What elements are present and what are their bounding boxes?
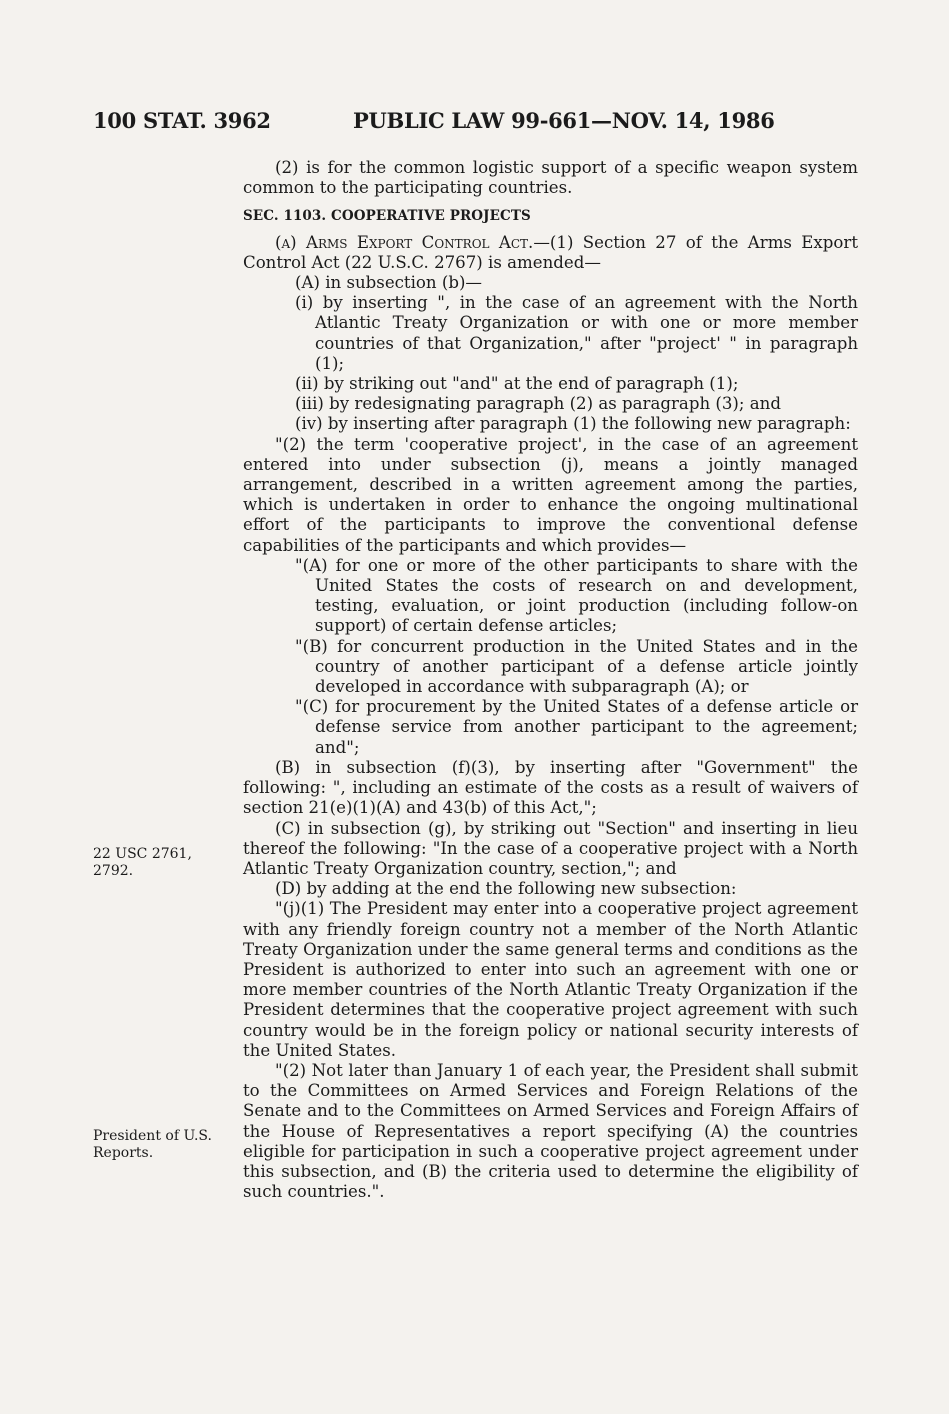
paragraph-2-logistic-support: (2) is for the common logistic support of a specific weapon system common to the participating countries. — [243, 158, 858, 198]
amendment-d: (D) by adding at the end the following new subsection: — [275, 879, 737, 899]
margin-note-president-reports: President of U.S. Reports. — [93, 1128, 212, 1161]
margin-note-usc: 22 USC 2761, 2792. — [93, 846, 192, 879]
new-subsection-j2: "(2) Not later than January 1 of each year, the President shall submit to the Committees on Armed Services and Foreign Relations of the Senate and to the Committees on Armed Services and Foreign Affairs of the House of Representatives a report specifying (A) the countries eligible for participation in such a cooperative project agreement under this subsection, and (B) the criteria used to determine the eligibility of such countries.". — [243, 1060, 858, 1202]
amendment-b: (B) in subsection (f)(3), by inserting after "Government" the following: ", including an estimate of the costs as a result of waivers of section 21(e)(1)(A) and 43(b) of this Act,"; — [243, 757, 858, 818]
definition-cooperative-project: "(2) the term 'cooperative project', in the case of an agreement entered into under subsection (j), means a jointly managed arrangement, described in a written agreement among the parties, which is undertaken in order to enhance the ongoing multinational effort of the participants to improve the conventional defense capabilities of the participants and which provides— — [243, 434, 858, 555]
clause-i: (i) by inserting ", in the case of an agreement with the North Atlantic Treaty Organization or with one or more member countries of that Organization," after "project' " in paragraph (1); — [295, 293, 858, 373]
clause-iv: (iv) by inserting after paragraph (1) the following new paragraph: — [295, 414, 851, 434]
statute-page-number: 100 STAT. 3962 — [93, 108, 271, 133]
section-heading: SEC. 1103. COOPERATIVE PROJECTS — [243, 208, 531, 225]
provision-c: "(C) for procurement by the United States of a defense article or defense service from another participant to the agreement; and"; — [295, 697, 858, 757]
law-text-body — [243, 158, 858, 1202]
clause-ii: (ii) by striking out "and" at the end of paragraph (1); — [295, 374, 739, 394]
subsection-a — [243, 233, 858, 273]
clause-a-subsection-b: (A) in subsection (b)— — [295, 273, 483, 293]
provision-b: "(B) for concurrent production in the United States and in the country of another participant of a defense article jointly developed in accordance with subparagraph (A); or — [295, 636, 858, 697]
amendment-c: (C) in subsection (g), by striking out "Section" and inserting in lieu thereof the following: "In the case of a cooperative project with a North Atlantic Treaty Organization country, section,"; and — [243, 818, 858, 878]
page-header — [93, 108, 873, 138]
provision-a: "(A) for one or more of the other participants to share with the United States the costs of research on and development, testing, evaluation, or joint production (including follow-on support) of certain defense articles; — [295, 555, 858, 636]
public-law-title: PUBLIC LAW 99-661—NOV. 14, 1986 — [353, 108, 775, 133]
clause-iii: (iii) by redesignating paragraph (2) as paragraph (3); and — [295, 394, 781, 414]
subsection-a-text: —(1) Section 27 of the Arms Export Control Act (22 U.S.C. 2767) is amended— — [243, 232, 858, 272]
new-subsection-j1: "(j)(1) The President may enter into a cooperative project agreement with any friendly foreign country not a member of the North Atlantic Treaty Organization under the same general terms and conditions as the President is authorized to enter into such an agreement with one or more member countries of the North Atlantic Treaty Organization if the President determines that the cooperative project agreement with such country would be in the foreign policy or national security interests of the United States. — [243, 899, 858, 1060]
subsection-a-caption: (a) Arms Export Control Act. — [275, 232, 534, 252]
